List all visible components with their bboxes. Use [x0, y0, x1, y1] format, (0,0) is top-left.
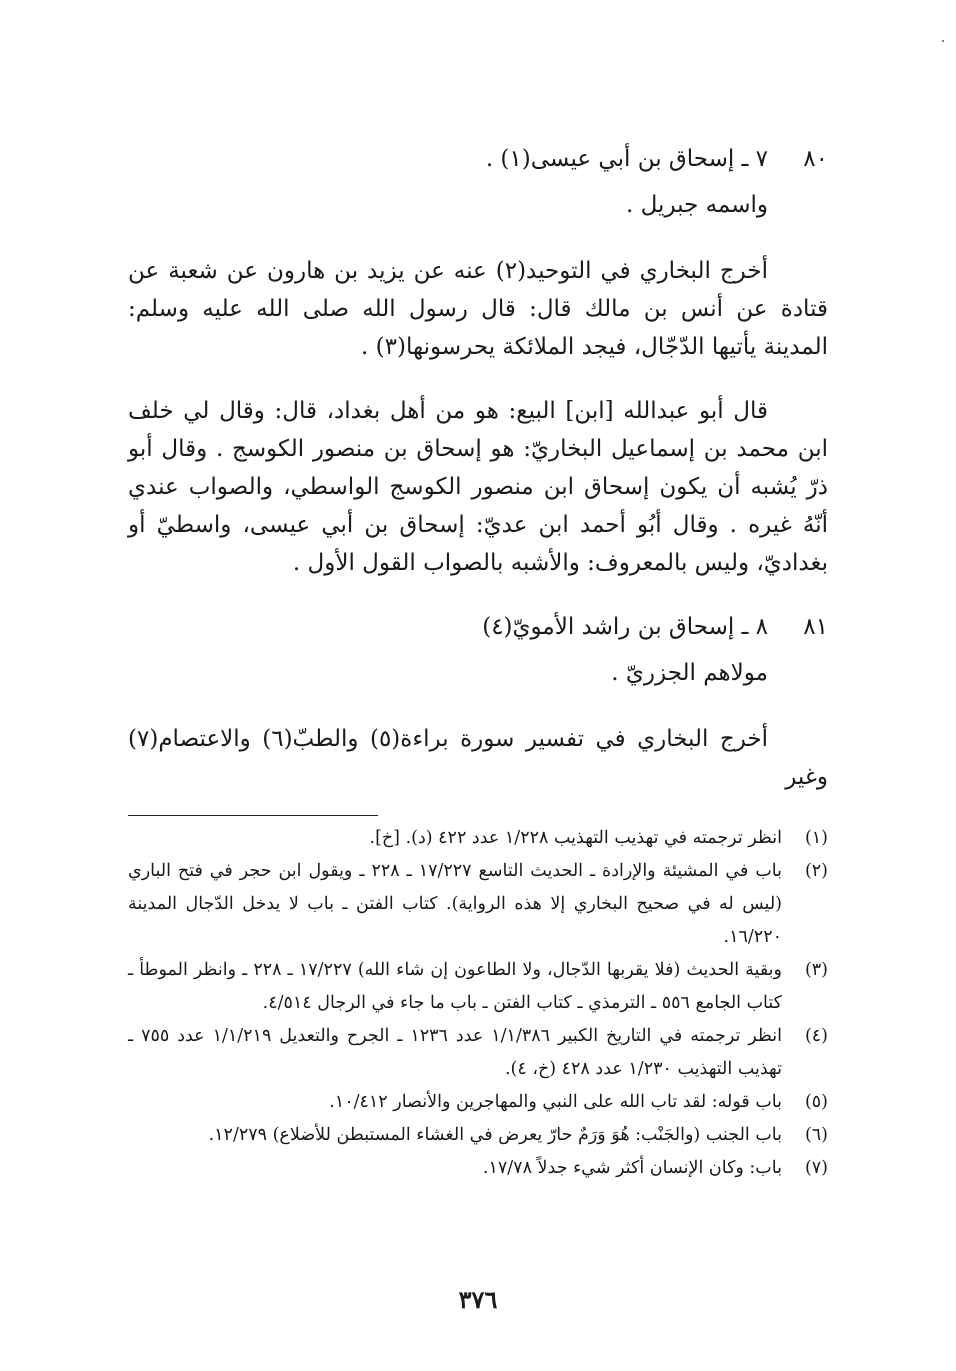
footnote-text: باب الجنب (والجَنْب: هُوَ وَرَمٌ حارّ يعرض في الغشاء المستبطن للأضلاع) ١٢/٢٧٩. — [208, 1125, 782, 1145]
scan-speck — [942, 40, 944, 42]
footnote-number: (٣) — [804, 960, 828, 980]
entry-subtitle: واسمه جبريل . — [626, 192, 768, 218]
footnote-number: (٥) — [804, 1092, 828, 1112]
footnote-divider — [128, 815, 378, 816]
paragraph: أخرج البخاري في التوحيد(٢) عنه عن يزيد بن هارون عن شعبة عن قتادة عن أنس بن مالك قال: قال رسول الله صلى الله عليه وسلم: المدينة يأتيها الدّجّال، فيجد الملائكة يحرسونها(٣) . — [128, 258, 828, 360]
footnotes — [128, 815, 828, 1185]
entry-number: ٨١ — [803, 614, 828, 640]
footnote — [128, 822, 828, 855]
paragraph: أخرج البخاري في تفسير سورة براءة(٥) والطبّ(٦) والاعتصام(٧) وغير — [128, 726, 828, 790]
footnote — [128, 1119, 828, 1152]
footnote-number: (٤) — [804, 1026, 828, 1046]
footnote — [128, 855, 828, 954]
footnote-text: باب: وكان الإنسان أكثر شيء جدلاً ١٧/٧٨. — [482, 1158, 782, 1178]
entry-subtitle: مولاهم الجزريّ . — [611, 660, 768, 686]
entry-title: ٨ ـ إسحاق بن راشد الأمويّ(٤) — [482, 614, 768, 640]
footnote-number: (١) — [804, 828, 828, 848]
footnote — [128, 1086, 828, 1119]
footnote-text: باب قوله: لقد تاب الله على النبي والمهاجرين والأنصار ١٠/٤١٢. — [329, 1092, 782, 1112]
footnote-text: باب في المشيئة والإرادة ـ الحديث التاسع ١٧/٢٢٧ ـ ٢٢٨ ـ ويقول ابن حجر في فتح الباري (ليس له في صحيح البخاري إلا هذه الرواية). كتاب الفتن ـ باب لا يدخل الدّجال المدينة ١٦/٢٢٠. — [128, 861, 782, 947]
footnote — [128, 954, 828, 1020]
main-text — [128, 140, 828, 796]
entry-number: ٨٠ — [803, 146, 828, 172]
entry-title: ٧ ـ إسحاق بن أبي عيسى(١) . — [485, 146, 768, 172]
footnote-text: انظر ترجمته في التاريخ الكبير ١/١/٣٨٦ عدد ١٢٣٦ ـ الجرح والتعديل ١/١/٢١٩ عدد ٧٥٥ ـ تهذيب التهذيب ١/٢٣٠ عدد ٤٢٨ (خ، ٤). — [128, 1026, 783, 1079]
footnote-number: (٦) — [804, 1125, 828, 1145]
footnote-number: (٧) — [804, 1158, 828, 1178]
footnote-text: انظر ترجمته في تهذيب التهذيب ١/٢٢٨ عدد ٤٢٢ (د). [خ]. — [369, 828, 782, 848]
page-number: ٣٧٦ — [458, 1285, 498, 1314]
footnote-text: وبقية الحديث (فلا يقربها الدّجال، ولا الطاعون إن شاء الله) ١٧/٢٢٧ ـ ٢٢٨ ـ وانظر الموطأ ـ كتاب الجامع ٥٥٦ ـ الترمذي ـ كتاب الفتن ـ باب ما جاء في الرجال ٤/٥١٤. — [128, 960, 783, 1013]
footnote — [128, 1020, 828, 1086]
entry-heading — [128, 608, 828, 648]
entry-heading — [128, 140, 828, 180]
footnote-number: (٢) — [804, 861, 828, 881]
paragraph: قال أبو عبدالله [ابن] البيع: هو من أهل بغداد، قال: وقال لي خلف ابن محمد بن إسماعيل البخاريّ: هو إسحاق بن منصور الكوسج . وقال أبو ذرّ يُشبه أن يكون إسحاق ابن منصور الكوسج الواسطي، والصواب عندي أنّهُ غيره . وقال أبُو أحمد ابن عديّ: إسحاق بن أبي عيسى، واسطيّ أو بغداديّ، وليس بالمعروف: والأشبه بالصواب القول الأول . — [128, 398, 828, 576]
footnote — [128, 1152, 828, 1185]
